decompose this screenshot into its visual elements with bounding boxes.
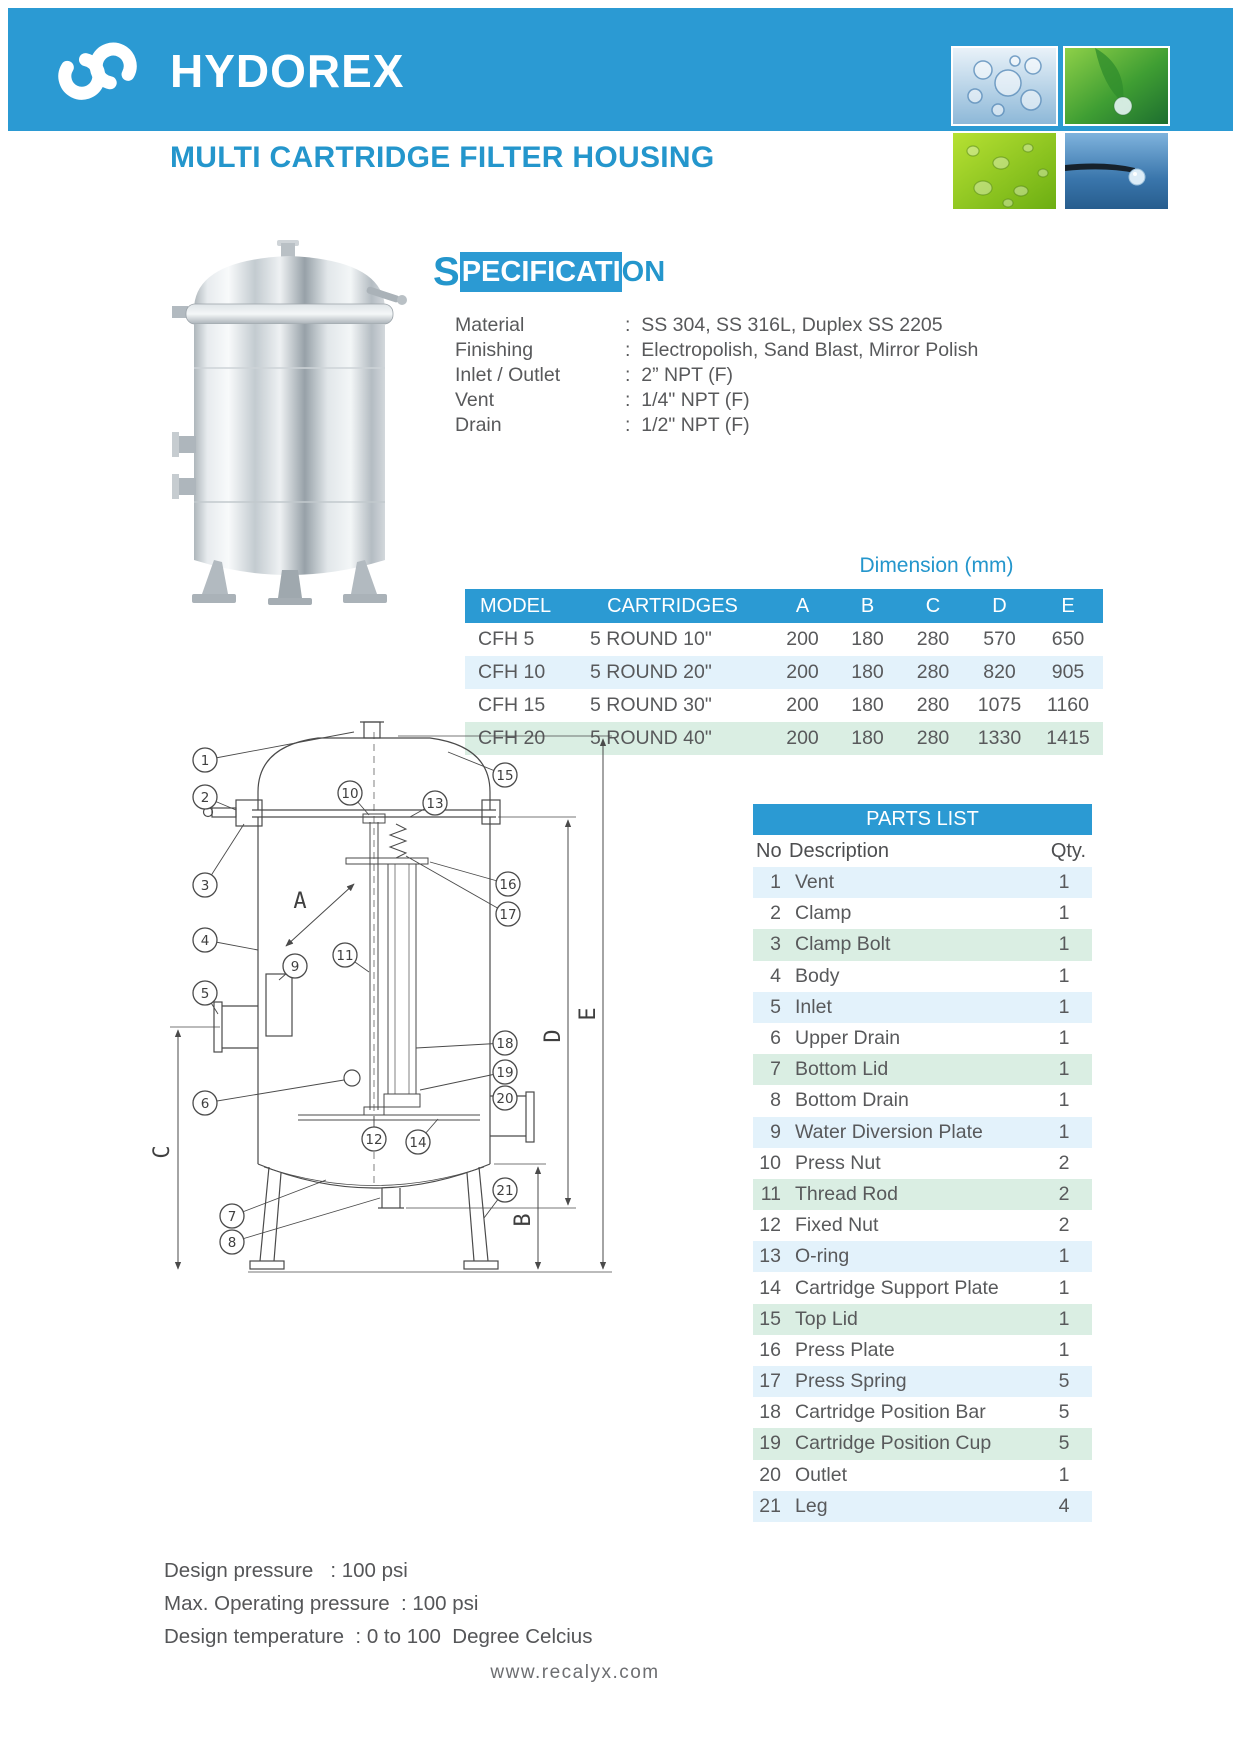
part-description: Cartridge Position Bar: [795, 1401, 986, 1424]
part-qty: 1: [1058, 1463, 1070, 1486]
callout-1: 1: [200, 753, 210, 769]
part-qty: 1: [1058, 995, 1070, 1018]
hero-image-droplet-on-branch: [1063, 131, 1170, 211]
cell-cartridges: 5 ROUND 40": [590, 727, 712, 749]
part-description: Vent: [795, 871, 835, 894]
dimension-table-header-cell: A: [770, 589, 835, 623]
part-qty: 1: [1058, 1027, 1070, 1050]
part-no: 7: [770, 1058, 781, 1081]
spec-value: : Electropolish, Sand Blast, Mirror Polish: [625, 339, 979, 361]
spec-value: : SS 304, SS 316L, Duplex SS 2205: [625, 314, 943, 336]
part-description: Bottom Drain: [795, 1089, 909, 1112]
dim-letter-E: E: [576, 1007, 601, 1021]
spec-value: : 1/2" NPT (F): [625, 414, 750, 436]
hero-image-water-bubbles: [951, 46, 1058, 126]
part-qty: 5: [1058, 1432, 1070, 1455]
cell-d: 820: [983, 661, 1016, 683]
callout-leaders: [205, 732, 517, 1242]
parts-list-row: [753, 1460, 1092, 1491]
part-no: 16: [759, 1338, 781, 1361]
part-qty: 2: [1058, 1151, 1070, 1174]
cell-c: 280: [916, 661, 950, 683]
cell-cartridges: 5 ROUND 30": [590, 694, 712, 716]
cell-cartridges: 5 ROUND 20": [590, 661, 712, 683]
part-no: 5: [770, 995, 781, 1018]
vessel-body: [194, 324, 385, 560]
part-description: Water Diversion Plate: [795, 1120, 983, 1143]
part-no: 9: [770, 1120, 781, 1143]
part-no: 12: [759, 1214, 781, 1237]
dim-letter-A: A: [293, 889, 307, 914]
technical-diagram: [148, 718, 668, 1318]
parts-list-row: [753, 898, 1092, 929]
design-notes: [164, 1455, 592, 1653]
parts-header-no: No: [756, 839, 782, 862]
cell-e: 650: [1051, 628, 1085, 650]
dim-letter-B: B: [511, 1213, 536, 1227]
callout-6: 6: [200, 1096, 210, 1112]
part-no: 19: [759, 1432, 781, 1455]
parts-list-header-row: [753, 835, 1092, 867]
hero-image-leaf-with-droplet: [1063, 46, 1170, 126]
dimension-caption: Dimension (mm): [859, 554, 1014, 577]
part-qty: 1: [1058, 902, 1070, 925]
part-qty: 1: [1058, 1089, 1070, 1112]
cell-d: 1075: [977, 694, 1022, 716]
dimension-table-header-cell: CARTRIDGES: [575, 589, 770, 623]
part-description: Top Lid: [795, 1307, 858, 1330]
callout-5: 5: [200, 986, 210, 1002]
part-qty: 1: [1058, 1058, 1070, 1081]
part-no: 14: [759, 1276, 781, 1299]
part-no: 15: [759, 1307, 781, 1330]
part-description: Cartridge Support Plate: [795, 1276, 999, 1299]
callout-10: 10: [341, 786, 359, 802]
part-description: Inlet: [795, 995, 832, 1018]
cell-a: 200: [786, 727, 819, 749]
part-no: 13: [759, 1245, 781, 1268]
cell-b: 180: [851, 727, 884, 749]
page-title: MULTI CARTRIDGE FILTER HOUSING: [170, 141, 715, 174]
spec-row: [455, 363, 978, 388]
callout-4: 4: [200, 933, 210, 949]
cell-e: 905: [1051, 661, 1085, 683]
callout-8: 8: [227, 1235, 237, 1251]
dimension-table-row: [465, 656, 1103, 689]
parts-list-row: [753, 1023, 1092, 1054]
vessel-outline: [204, 722, 535, 1269]
design-note-line: Design pressure : 100 psi: [164, 1559, 408, 1582]
parts-list-row: [753, 1054, 1092, 1085]
spec-label: Vent: [455, 389, 495, 411]
callout-17: 17: [499, 907, 517, 923]
part-no: 11: [760, 1182, 781, 1205]
parts-list-row: [753, 992, 1092, 1023]
parts-list-row: [753, 1335, 1092, 1366]
dim-letter-C: C: [150, 1145, 175, 1159]
parts-list-row: [753, 1085, 1092, 1116]
dimension-table-header-cell: MODEL: [465, 589, 575, 623]
part-no: 1: [770, 871, 781, 894]
callout-14: 14: [409, 1135, 427, 1151]
part-qty: 1: [1058, 1307, 1070, 1330]
spec-value: : 1/4" NPT (F): [625, 389, 750, 411]
part-description: Leg: [795, 1494, 828, 1517]
cell-model: CFH 20: [478, 727, 546, 749]
part-description: Outlet: [795, 1463, 848, 1486]
cell-a: 200: [786, 661, 819, 683]
footer-website: www.recalyx.com: [490, 1662, 660, 1683]
spec-row: [455, 413, 978, 438]
cell-b: 180: [851, 661, 884, 683]
part-description: Upper Drain: [795, 1027, 901, 1050]
hero-image-grid: [951, 46, 1177, 211]
parts-list-section: [753, 804, 1092, 1522]
parts-list-title: PARTS LIST: [753, 804, 1092, 835]
parts-list-row: [753, 1241, 1092, 1272]
part-no: 10: [759, 1151, 781, 1174]
callout-12: 12: [365, 1132, 383, 1148]
cell-a: 200: [786, 628, 819, 650]
part-qty: 4: [1058, 1494, 1070, 1517]
cell-e: 1415: [1046, 727, 1090, 749]
parts-list-row: [753, 1179, 1092, 1210]
design-note-line: Max. Operating pressure : 100 psi: [164, 1592, 479, 1615]
callout-13: 13: [426, 796, 444, 812]
cell-c: 280: [916, 628, 950, 650]
part-no: 18: [759, 1401, 781, 1424]
spec-row: [455, 338, 978, 363]
parts-list-row: [753, 1117, 1092, 1148]
part-no: 20: [759, 1463, 781, 1486]
cell-a: 200: [786, 694, 819, 716]
cell-model: CFH 5: [478, 628, 535, 650]
part-qty: 1: [1058, 1276, 1070, 1299]
brand-logo-icon: [48, 32, 148, 110]
product-photo: [172, 240, 407, 605]
part-description: Press Nut: [795, 1151, 881, 1174]
part-no: 8: [770, 1089, 781, 1112]
cell-d: 570: [983, 628, 1016, 650]
dimension-table-header-row: [465, 589, 1103, 623]
parts-header-description: Description: [789, 839, 890, 862]
dimension-table-header-cell: E: [1033, 589, 1103, 623]
part-no: 17: [759, 1370, 781, 1393]
part-qty: 1: [1058, 1120, 1070, 1143]
parts-list-row: [753, 1304, 1092, 1335]
parts-list-row: [753, 1428, 1092, 1459]
callout-3: 3: [200, 878, 210, 894]
part-qty: 5: [1058, 1401, 1070, 1424]
callout-9: 9: [290, 959, 300, 975]
hero-image-leaf-water-drops: [951, 131, 1058, 211]
cell-model: CFH 10: [478, 661, 546, 683]
callout-7: 7: [227, 1209, 237, 1225]
part-qty: 1: [1058, 871, 1070, 894]
cell-b: 180: [851, 694, 884, 716]
part-qty: 5: [1058, 1370, 1070, 1393]
parts-list-row: [753, 1366, 1092, 1397]
spec-row: [455, 388, 978, 413]
part-qty: 1: [1058, 1245, 1070, 1268]
parts-list-row: [753, 867, 1092, 898]
part-description: Clamp Bolt: [795, 933, 891, 956]
part-description: Press Spring: [795, 1370, 907, 1393]
callout-11: 11: [336, 948, 354, 964]
dim-letter-D: D: [541, 1029, 566, 1043]
parts-list-row: [753, 1272, 1092, 1303]
part-no: 21: [759, 1494, 781, 1517]
design-note-line: Design temperature : 0 to 100 Degree Celcius: [164, 1625, 593, 1648]
parts-list-row: [753, 961, 1092, 992]
cell-b: 180: [851, 628, 884, 650]
dimension-table-header-cell: B: [835, 589, 900, 623]
parts-list-row: [753, 1148, 1092, 1179]
parts-list-rows: [753, 867, 1092, 1522]
callout-2: 2: [200, 790, 210, 806]
part-description: Cartridge Position Cup: [795, 1432, 992, 1455]
part-description: Fixed Nut: [795, 1214, 879, 1237]
spec-label: Finishing: [455, 339, 534, 361]
parts-list-row: [753, 1397, 1092, 1428]
cell-c: 280: [916, 727, 950, 749]
cell-c: 280: [916, 694, 950, 716]
parts-list-row: [753, 1491, 1092, 1522]
leg: [278, 570, 302, 598]
part-description: Clamp: [795, 902, 852, 925]
cell-model: CFH 15: [478, 694, 546, 716]
spec-label: Inlet / Outlet: [455, 364, 561, 386]
part-description: Press Plate: [795, 1338, 895, 1361]
part-qty: 2: [1058, 1214, 1070, 1237]
dimension-table-header-cell: D: [966, 589, 1033, 623]
callout-16: 16: [499, 877, 517, 893]
clamp-band: [186, 304, 393, 324]
callout-bubbles: [193, 748, 520, 1254]
part-qty: 2: [1058, 1182, 1070, 1205]
parts-list-row: [753, 929, 1092, 960]
callout-19: 19: [496, 1065, 514, 1081]
spec-label: Drain: [455, 414, 502, 436]
callout-21: 21: [496, 1183, 514, 1199]
parts-header-qty: Qty.: [1050, 839, 1086, 862]
spec-label: Material: [455, 314, 525, 336]
part-no: 3: [770, 933, 781, 956]
part-description: Body: [795, 964, 840, 987]
part-qty: 1: [1058, 1338, 1070, 1361]
vessel-internals: [298, 732, 480, 1186]
part-description: Bottom Lid: [795, 1058, 889, 1081]
part-no: 4: [770, 964, 781, 987]
part-qty: 1: [1058, 964, 1070, 987]
part-no: 2: [770, 902, 781, 925]
cell-d: 1330: [977, 727, 1022, 749]
brand-name: HYDOREX: [170, 45, 405, 97]
dimension-table-header-cell: C: [900, 589, 966, 623]
specification-heading: SPECIFICATION: [433, 250, 666, 294]
specification-section: [433, 250, 978, 438]
cell-e: 1160: [1047, 694, 1089, 716]
callout-15: 15: [496, 768, 514, 784]
specification-rows: [455, 313, 978, 438]
spec-value: : 2” NPT (F): [625, 364, 733, 386]
part-no: 6: [770, 1027, 781, 1050]
part-description: O-ring: [795, 1245, 850, 1268]
callout-20: 20: [496, 1091, 514, 1107]
part-qty: 1: [1058, 933, 1070, 956]
dimension-table-row: [465, 623, 1103, 656]
cell-cartridges: 5 ROUND 10": [590, 628, 712, 650]
part-description: Thread Rod: [795, 1182, 898, 1205]
parts-list-row: [753, 1210, 1092, 1241]
brand: [48, 32, 404, 110]
spec-row: [455, 313, 978, 338]
callout-18: 18: [496, 1036, 514, 1052]
